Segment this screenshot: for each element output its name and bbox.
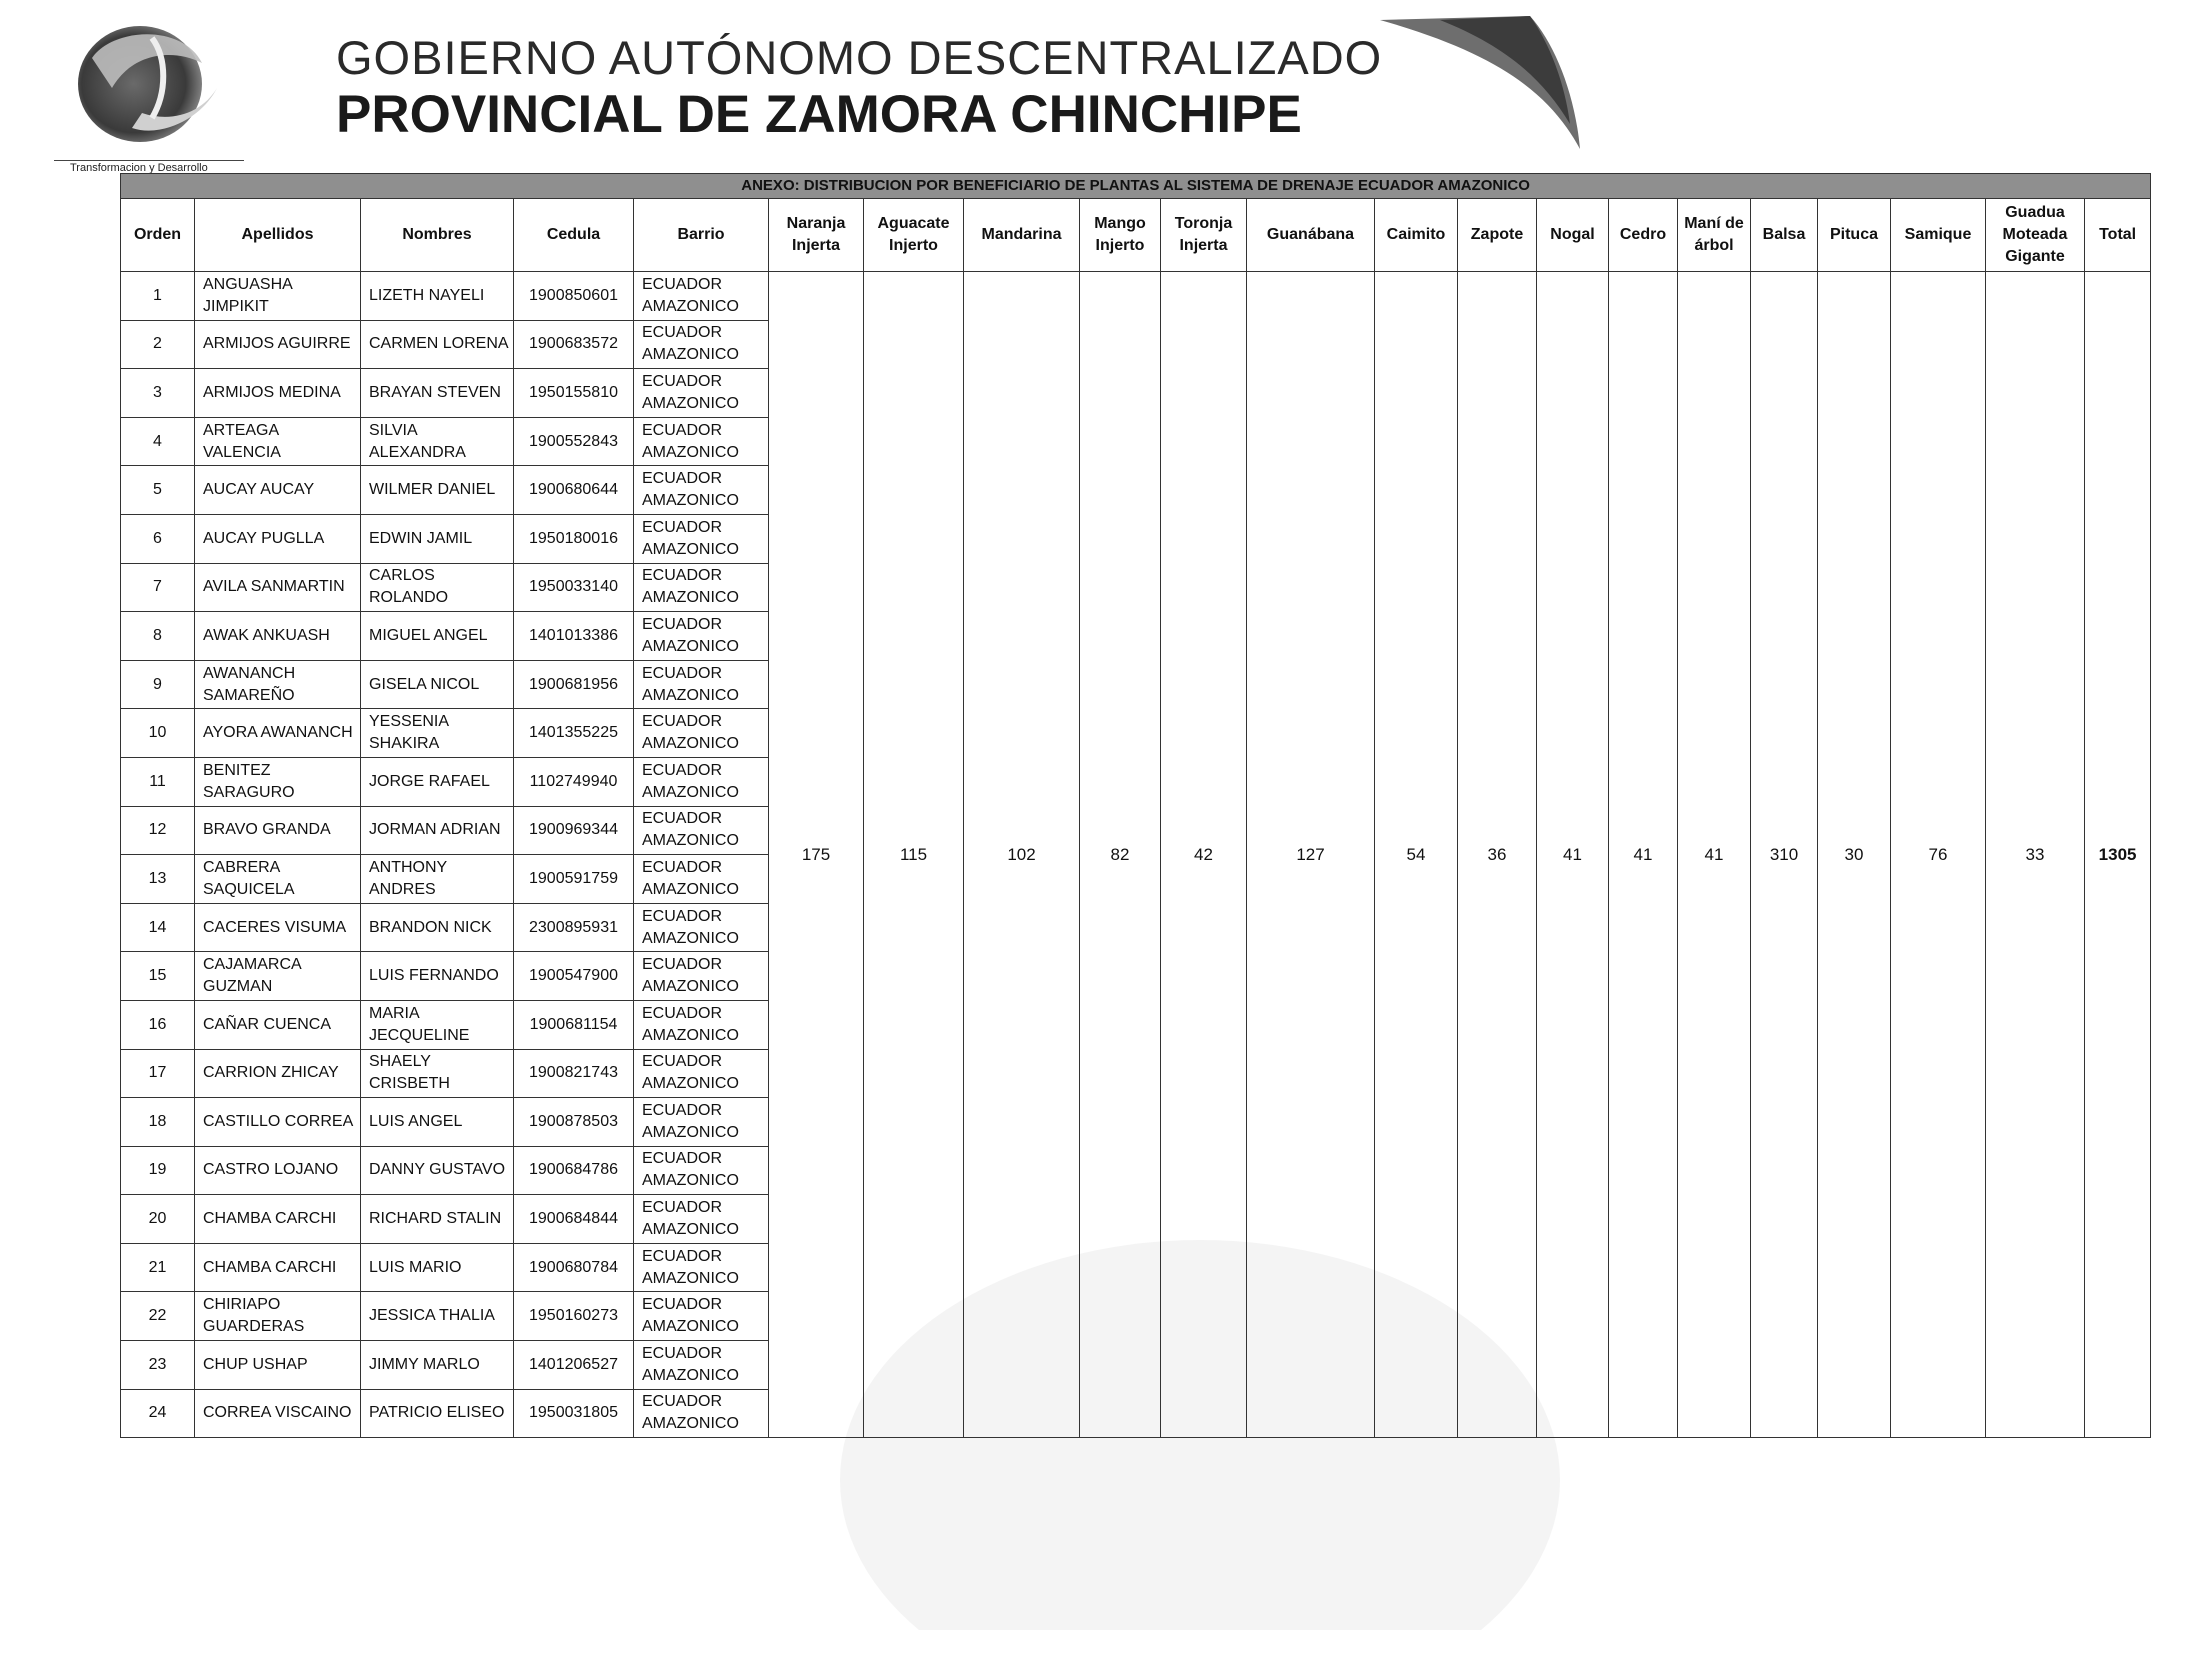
cell-barrio: ECUADOR AMAZONICO bbox=[634, 369, 769, 418]
column-header: Orden bbox=[121, 199, 195, 272]
cell-cedula: 1102749940 bbox=[514, 757, 634, 806]
column-header: Guanábana bbox=[1247, 199, 1375, 272]
annex-caption: ANEXO: DISTRIBUCION POR BENEFICIARIO DE PLANTAS AL SISTEMA DE DRENAJE ECUADOR AMAZONICO bbox=[121, 174, 2151, 199]
cell-nombres: SHAELY CRISBETH bbox=[361, 1049, 514, 1098]
cell-apellidos: CORREA VISCAINO bbox=[195, 1389, 361, 1438]
cell-cedula: 1900683572 bbox=[514, 320, 634, 369]
cell-barrio: ECUADOR AMAZONICO bbox=[634, 612, 769, 661]
cell-nombres: DANNY GUSTAVO bbox=[361, 1146, 514, 1195]
cell-apellidos: BENITEZ SARAGURO bbox=[195, 757, 361, 806]
cell-cedula: 1900552843 bbox=[514, 417, 634, 466]
plant-quantity: 54 bbox=[1375, 272, 1458, 1438]
cell-nombres: LUIS ANGEL bbox=[361, 1098, 514, 1147]
column-header: Barrio bbox=[634, 199, 769, 272]
cell-barrio: ECUADOR AMAZONICO bbox=[634, 417, 769, 466]
cell-orden: 3 bbox=[121, 369, 195, 418]
cell-cedula: 1900591759 bbox=[514, 855, 634, 904]
cell-orden: 5 bbox=[121, 466, 195, 515]
cell-cedula: 1950180016 bbox=[514, 514, 634, 563]
cell-apellidos: AUCAY PUGLLA bbox=[195, 514, 361, 563]
cell-orden: 2 bbox=[121, 320, 195, 369]
plant-quantity: 76 bbox=[1891, 272, 1986, 1438]
cell-nombres: MARIA JECQUELINE bbox=[361, 1000, 514, 1049]
cell-orden: 15 bbox=[121, 952, 195, 1001]
cell-barrio: ECUADOR AMAZONICO bbox=[634, 514, 769, 563]
cell-barrio: ECUADOR AMAZONICO bbox=[634, 1146, 769, 1195]
cell-barrio: ECUADOR AMAZONICO bbox=[634, 563, 769, 612]
column-header: Maní de árbol bbox=[1678, 199, 1751, 272]
cell-cedula: 1900680784 bbox=[514, 1243, 634, 1292]
plant-quantity: 102 bbox=[964, 272, 1080, 1438]
cell-nombres: LUIS MARIO bbox=[361, 1243, 514, 1292]
cell-barrio: ECUADOR AMAZONICO bbox=[634, 1000, 769, 1049]
decorative-swoosh bbox=[1380, 14, 1580, 149]
cell-barrio: ECUADOR AMAZONICO bbox=[634, 1098, 769, 1147]
column-header: Total bbox=[2085, 199, 2151, 272]
column-header: Cedula bbox=[514, 199, 634, 272]
plant-quantity: 30 bbox=[1818, 272, 1891, 1438]
column-header: Zapote bbox=[1458, 199, 1537, 272]
cell-cedula: 1900681956 bbox=[514, 660, 634, 709]
plant-quantity: 41 bbox=[1609, 272, 1678, 1438]
cell-nombres: CARLOS ROLANDO bbox=[361, 563, 514, 612]
cell-orden: 20 bbox=[121, 1195, 195, 1244]
table-body bbox=[121, 272, 2151, 1438]
cell-cedula: 1900547900 bbox=[514, 952, 634, 1001]
slogan: Transformacion y Desarrollo bbox=[70, 162, 208, 174]
cell-barrio: ECUADOR AMAZONICO bbox=[634, 806, 769, 855]
cell-nombres: YESSENIA SHAKIRA bbox=[361, 709, 514, 758]
cell-apellidos: ARMIJOS MEDINA bbox=[195, 369, 361, 418]
plant-quantity: 42 bbox=[1161, 272, 1247, 1438]
cell-orden: 22 bbox=[121, 1292, 195, 1341]
cell-cedula: 1401013386 bbox=[514, 612, 634, 661]
document-header bbox=[0, 0, 2200, 185]
column-header: Mandarina bbox=[964, 199, 1080, 272]
cell-nombres: BRAYAN STEVEN bbox=[361, 369, 514, 418]
cell-barrio: ECUADOR AMAZONICO bbox=[634, 903, 769, 952]
cell-barrio: ECUADOR AMAZONICO bbox=[634, 1389, 769, 1438]
plant-quantity: 127 bbox=[1247, 272, 1375, 1438]
cell-nombres: RICHARD STALIN bbox=[361, 1195, 514, 1244]
column-header: Toronja Injerta bbox=[1161, 199, 1247, 272]
cell-orden: 7 bbox=[121, 563, 195, 612]
total-value: 1305 bbox=[2085, 272, 2151, 1438]
cell-apellidos: ARTEAGA VALENCIA bbox=[195, 417, 361, 466]
cell-barrio: ECUADOR AMAZONICO bbox=[634, 466, 769, 515]
cell-barrio: ECUADOR AMAZONICO bbox=[634, 757, 769, 806]
cell-nombres: LUIS FERNANDO bbox=[361, 952, 514, 1001]
plant-quantity: 115 bbox=[864, 272, 964, 1438]
cell-apellidos: BRAVO GRANDA bbox=[195, 806, 361, 855]
cell-cedula: 1900680644 bbox=[514, 466, 634, 515]
cell-cedula: 1950155810 bbox=[514, 369, 634, 418]
cell-apellidos: AVILA SANMARTIN bbox=[195, 563, 361, 612]
cell-orden: 6 bbox=[121, 514, 195, 563]
table-row bbox=[121, 272, 2151, 321]
cell-cedula: 1950033140 bbox=[514, 563, 634, 612]
cell-apellidos: CASTILLO CORREA bbox=[195, 1098, 361, 1147]
cell-nombres: EDWIN JAMIL bbox=[361, 514, 514, 563]
cell-orden: 17 bbox=[121, 1049, 195, 1098]
column-header: Pituca bbox=[1818, 199, 1891, 272]
title-line-1: GOBIERNO AUTÓNOMO DESCENTRALIZADO bbox=[336, 31, 1383, 84]
column-header: Cedro bbox=[1609, 199, 1678, 272]
cell-apellidos: ARMIJOS AGUIRRE bbox=[195, 320, 361, 369]
cell-cedula: 1401206527 bbox=[514, 1341, 634, 1390]
cell-nombres: JORGE RAFAEL bbox=[361, 757, 514, 806]
cell-barrio: ECUADOR AMAZONICO bbox=[634, 952, 769, 1001]
cell-nombres: SILVIA ALEXANDRA bbox=[361, 417, 514, 466]
cell-nombres: BRANDON NICK bbox=[361, 903, 514, 952]
cell-barrio: ECUADOR AMAZONICO bbox=[634, 855, 769, 904]
slogan-divider bbox=[54, 160, 244, 161]
plant-quantity: 82 bbox=[1080, 272, 1161, 1438]
cell-orden: 24 bbox=[121, 1389, 195, 1438]
column-header: Balsa bbox=[1751, 199, 1818, 272]
cell-orden: 12 bbox=[121, 806, 195, 855]
cell-orden: 10 bbox=[121, 709, 195, 758]
cell-apellidos: AUCAY AUCAY bbox=[195, 466, 361, 515]
plant-quantity: 310 bbox=[1751, 272, 1818, 1438]
cell-orden: 21 bbox=[121, 1243, 195, 1292]
cell-barrio: ECUADOR AMAZONICO bbox=[634, 272, 769, 321]
cell-barrio: ECUADOR AMAZONICO bbox=[634, 1292, 769, 1341]
cell-apellidos: CHAMBA CARCHI bbox=[195, 1195, 361, 1244]
cell-orden: 14 bbox=[121, 903, 195, 952]
cell-cedula: 2300895931 bbox=[514, 903, 634, 952]
plant-quantity: 41 bbox=[1678, 272, 1751, 1438]
plant-quantity: 175 bbox=[769, 272, 864, 1438]
distribution-table bbox=[120, 173, 2151, 1438]
column-header: Naranja Injerta bbox=[769, 199, 864, 272]
cell-barrio: ECUADOR AMAZONICO bbox=[634, 1243, 769, 1292]
cell-apellidos: ANGUASHA JIMPIKIT bbox=[195, 272, 361, 321]
cell-orden: 19 bbox=[121, 1146, 195, 1195]
plant-quantity: 33 bbox=[1986, 272, 2085, 1438]
cell-apellidos: CASTRO LOJANO bbox=[195, 1146, 361, 1195]
cell-apellidos: AWANANCH SAMAREÑO bbox=[195, 660, 361, 709]
cell-apellidos: CACERES VISUMA bbox=[195, 903, 361, 952]
cell-orden: 16 bbox=[121, 1000, 195, 1049]
cell-nombres: GISELA NICOL bbox=[361, 660, 514, 709]
cell-nombres: JIMMY MARLO bbox=[361, 1341, 514, 1390]
column-header: Apellidos bbox=[195, 199, 361, 272]
logo-icon bbox=[52, 18, 242, 148]
cell-orden: 11 bbox=[121, 757, 195, 806]
cell-barrio: ECUADOR AMAZONICO bbox=[634, 1341, 769, 1390]
cell-apellidos: AYORA AWANANCH bbox=[195, 709, 361, 758]
cell-apellidos: AWAK ANKUASH bbox=[195, 612, 361, 661]
title-line-2: PROVINCIAL DE ZAMORA CHINCHIPE bbox=[336, 85, 1302, 144]
cell-orden: 13 bbox=[121, 855, 195, 904]
cell-cedula: 1900684786 bbox=[514, 1146, 634, 1195]
cell-orden: 23 bbox=[121, 1341, 195, 1390]
cell-apellidos: CHUP USHAP bbox=[195, 1341, 361, 1390]
column-header: Samique bbox=[1891, 199, 1986, 272]
cell-nombres: PATRICIO ELISEO bbox=[361, 1389, 514, 1438]
cell-nombres: CARMEN LORENA bbox=[361, 320, 514, 369]
cell-orden: 8 bbox=[121, 612, 195, 661]
cell-apellidos: CHIRIAPO GUARDERAS bbox=[195, 1292, 361, 1341]
cell-nombres: JESSICA THALIA bbox=[361, 1292, 514, 1341]
cell-apellidos: CARRION ZHICAY bbox=[195, 1049, 361, 1098]
cell-barrio: ECUADOR AMAZONICO bbox=[634, 709, 769, 758]
cell-cedula: 1900878503 bbox=[514, 1098, 634, 1147]
cell-apellidos: CABRERA SAQUICELA bbox=[195, 855, 361, 904]
column-header: Aguacate Injerto bbox=[864, 199, 964, 272]
column-header: Nogal bbox=[1537, 199, 1609, 272]
cell-nombres: LIZETH NAYELI bbox=[361, 272, 514, 321]
cell-cedula: 1950160273 bbox=[514, 1292, 634, 1341]
column-header: Mango Injerto bbox=[1080, 199, 1161, 272]
cell-barrio: ECUADOR AMAZONICO bbox=[634, 1195, 769, 1244]
cell-cedula: 1950031805 bbox=[514, 1389, 634, 1438]
cell-apellidos: CAJAMARCA GUZMAN bbox=[195, 952, 361, 1001]
cell-cedula: 1900681154 bbox=[514, 1000, 634, 1049]
cell-apellidos: CAÑAR CUENCA bbox=[195, 1000, 361, 1049]
column-header: Caimito bbox=[1375, 199, 1458, 272]
plant-quantity: 36 bbox=[1458, 272, 1537, 1438]
cell-barrio: ECUADOR AMAZONICO bbox=[634, 1049, 769, 1098]
cell-orden: 1 bbox=[121, 272, 195, 321]
cell-cedula: 1900821743 bbox=[514, 1049, 634, 1098]
cell-nombres: JORMAN ADRIAN bbox=[361, 806, 514, 855]
cell-cedula: 1900684844 bbox=[514, 1195, 634, 1244]
cell-cedula: 1900850601 bbox=[514, 272, 634, 321]
cell-nombres: ANTHONY ANDRES bbox=[361, 855, 514, 904]
cell-cedula: 1401355225 bbox=[514, 709, 634, 758]
cell-nombres: WILMER DANIEL bbox=[361, 466, 514, 515]
cell-barrio: ECUADOR AMAZONICO bbox=[634, 660, 769, 709]
column-header: Guadua Moteada Gigante bbox=[1986, 199, 2085, 272]
cell-cedula: 1900969344 bbox=[514, 806, 634, 855]
cell-nombres: MIGUEL ANGEL bbox=[361, 612, 514, 661]
cell-barrio: ECUADOR AMAZONICO bbox=[634, 320, 769, 369]
table-header-row bbox=[121, 199, 2151, 272]
cell-apellidos: CHAMBA CARCHI bbox=[195, 1243, 361, 1292]
column-header: Nombres bbox=[361, 199, 514, 272]
plant-quantity: 41 bbox=[1537, 272, 1609, 1438]
cell-orden: 18 bbox=[121, 1098, 195, 1147]
cell-orden: 4 bbox=[121, 417, 195, 466]
cell-orden: 9 bbox=[121, 660, 195, 709]
